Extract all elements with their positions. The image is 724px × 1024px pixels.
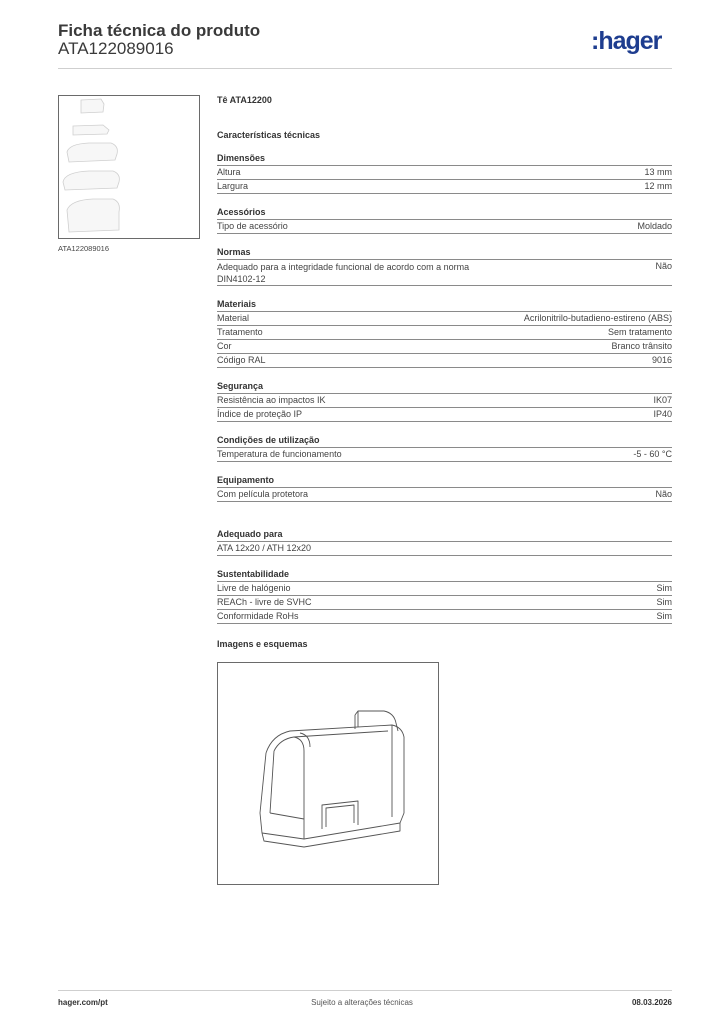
technical-specs (217, 95, 672, 651)
spec-value: Branco trânsito (611, 341, 672, 351)
group-title: Adequado para (217, 527, 672, 542)
spec-row (217, 260, 672, 286)
spec-group-dimensions (217, 151, 672, 194)
group-title: Normas (217, 245, 672, 260)
spec-row (217, 582, 672, 596)
images-section-title: Imagens e esquemas (217, 639, 308, 649)
spec-group-sustainability (217, 567, 672, 624)
footer-divider (58, 990, 672, 991)
spec-value: IK07 (653, 395, 672, 405)
spec-value: 12 mm (644, 181, 672, 191)
spec-label: Cor (217, 341, 232, 351)
spec-label: ATA 12x20 / ATH 12x20 (217, 543, 312, 553)
spec-label: Adequado para a integridade funcional de acordo com a norma DIN4102-12 (217, 262, 470, 284)
spec-group-safety (217, 379, 672, 422)
spec-value: Não (655, 489, 672, 499)
product-title: Tê ATA12200 (217, 95, 272, 105)
spec-row (217, 340, 672, 354)
group-title: Acessórios (217, 205, 672, 220)
group-title: Sustentabilidade (217, 567, 672, 582)
spec-label: Largura (217, 181, 249, 191)
product-reference: ATA122089016 (58, 39, 174, 58)
spacer (217, 513, 672, 527)
header-divider (58, 68, 672, 69)
footer-date: 08.03.2026 (631, 998, 672, 1007)
spec-label: Livre de halógenio (217, 583, 291, 593)
group-title: Dimensões (217, 151, 672, 166)
spec-label: Índice de proteção IP (217, 409, 303, 419)
spec-row (217, 326, 672, 340)
document-title: Ficha técnica do produto (58, 21, 261, 40)
spec-group-usage-conditions (217, 433, 672, 462)
spec-value: 13 mm (644, 167, 672, 177)
group-title: Segurança (217, 379, 672, 394)
spec-value: Moldado (637, 221, 672, 231)
product-thumbnail (58, 95, 200, 239)
spec-label: Com película protetora (217, 489, 309, 499)
spec-value: -5 - 60 °C (633, 449, 672, 459)
spec-value: Sim (656, 597, 672, 607)
group-title: Condições de utilização (217, 433, 672, 448)
spec-group-materials (217, 297, 672, 368)
spec-row (217, 394, 672, 408)
hager-logo[interactable]: :hager (591, 27, 662, 55)
spec-label: Tratamento (217, 327, 263, 337)
spec-row (217, 448, 672, 462)
spec-row (217, 180, 672, 194)
product-drawing (217, 662, 439, 885)
footer-website-link[interactable]: hager.com/pt (58, 998, 108, 1007)
spec-row (217, 312, 672, 326)
spec-label: Código RAL (217, 355, 266, 365)
spec-label: Altura (217, 167, 241, 177)
tee-fitting-drawing-icon (218, 663, 438, 884)
group-title: Materiais (217, 297, 672, 312)
exploded-parts-icon (59, 96, 199, 238)
spec-value: Sim (656, 583, 672, 593)
spec-group-standards (217, 245, 672, 286)
group-title: Equipamento (217, 473, 672, 488)
footer-disclaimer: Sujeito a alterações técnicas (311, 998, 413, 1007)
spec-row (217, 610, 672, 624)
spec-label: Temperatura de funcionamento (217, 449, 342, 459)
spec-row (217, 166, 672, 180)
spec-group-suitable-for (217, 527, 672, 556)
spec-value: IP40 (653, 409, 672, 419)
spec-group-equipment (217, 473, 672, 502)
spec-value: 9016 (651, 355, 672, 365)
spec-row (217, 596, 672, 610)
spec-value: Acrilonitrilo-butadieno-estireno (ABS) (523, 313, 672, 323)
section-title: Características técnicas (217, 130, 321, 140)
spec-group-accessories (217, 205, 672, 234)
spec-label: Tipo de acessório (217, 221, 288, 231)
spec-value: Sim (656, 611, 672, 621)
spec-label: REACh - livre de SVHC (217, 597, 312, 607)
spec-value: Sem tratamento (607, 327, 672, 337)
spec-label: Material (217, 313, 250, 323)
thumbnail-caption: ATA122089016 (58, 244, 110, 253)
spec-label: Resistência ao impactos IK (217, 395, 326, 405)
spec-value: Não (655, 261, 672, 271)
spec-label: Conformidade RoHs (217, 611, 299, 621)
spec-row (217, 542, 672, 556)
spec-row (217, 488, 672, 502)
spec-row (217, 354, 672, 368)
spec-row (217, 408, 672, 422)
spec-row (217, 220, 672, 234)
